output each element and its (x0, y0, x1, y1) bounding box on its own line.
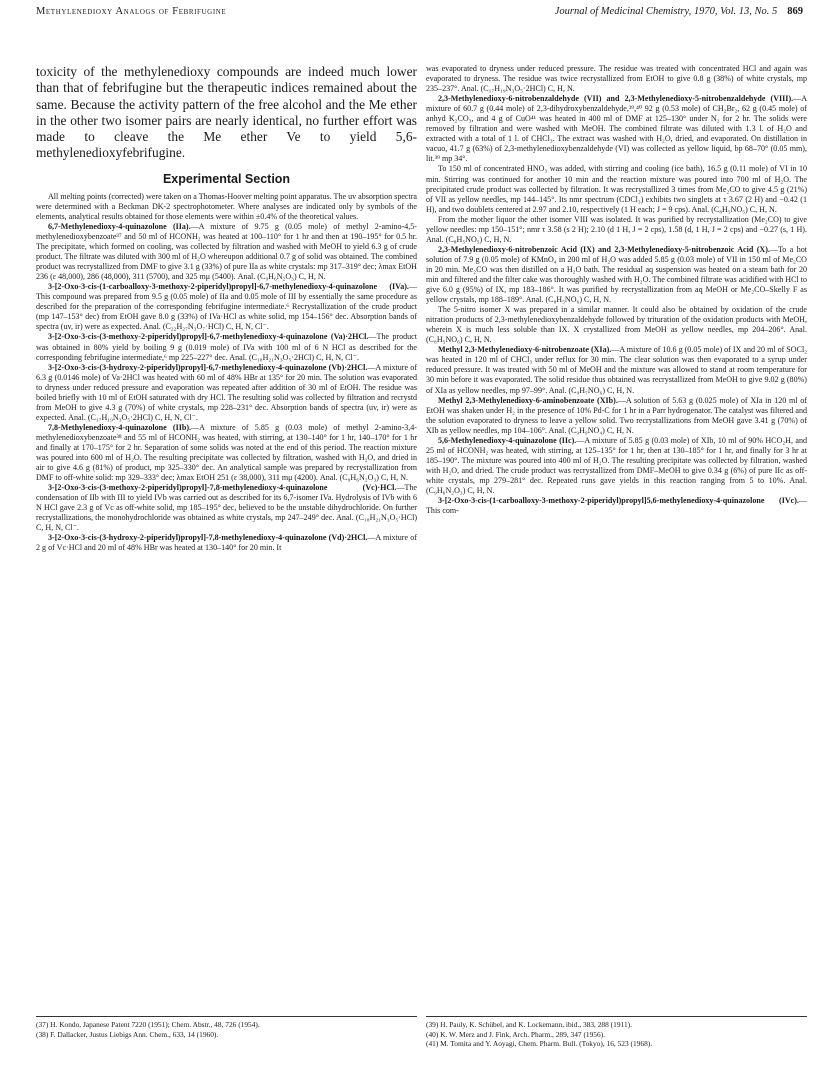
compound-heading: Methyl 2,3-Methylenedioxy-6-nitrobenzoate (XIa). (438, 345, 612, 355)
paragraph: 3-[2-Oxo-3-cis-(3-methoxy-2-piperidyl)propyl]-6,7-methylenedioxy-4-quinazolone (Va)·2HCl.—The product was obtained in 80% yield by boiling 9 g (0.019 mole) of IVa with 100 ml of 6 N HCl as described for the corresponding febrifugine intermediate,⁶ mp 225–227° dec. Anal. (C₁₈H₂₁N₃O₅·2HCl) C, H, N, Cl⁻. (36, 332, 417, 362)
footnote-rule (426, 1016, 807, 1017)
compound-heading: 2,3-Methylenedioxy-6-nitrobenzoic Acid (IX) and 2,3-Methylenedioxy-5-nitrobenzoic Acid (X). (438, 244, 770, 254)
paragraph: Methyl 2,3-Methylenedioxy-6-nitrobenzoate (XIa).—A mixture of 10.6 g (0.05 mole) of IX and 20 ml of SOCl₂ was heated in 120 ml of CHCl₃ under reflux for 30 min. The clear solution was then evaporated to a syrup under reduced pressure. It was treated with 50 ml of MeOH and the mixture was allowed to stand at room temperature for 30 min before it was evaporated. The solid residue thus obtained was recrystallized from MeOH to give 9.02 g (80%) of XIa as yellow needles, mp 97–99°. Anal. (C₉H₇NO₆) C, H, N. (426, 345, 807, 395)
compound-heading: 7,8-Methylenedioxy-4-quinazolone (IIb). (48, 422, 192, 432)
paragraph: To 150 ml of concentrated HNO₃ was added, with stirring and cooling (ice bath), 16.5 g (0.11 mole) of VI in 10 min. Stirring was continued for another 10 min and the reaction mixture was poured into 700 ml of H₂O. The precipitated crude product was collected by filtration. It was recrystallized 3 times from Me₂CO to give 4.5 g (21%) of VII as yellow needles, mp 144–145°. Its nmr spectrum (CDCl₃) exhibits two singlets at τ 3.67 (2 H) and −0.42 (1 H), and two doublets centered at 2.97 and 2.10, respectively (1 H each; J = 9 cps). Anal. (C₈H₅NO₅) C, H, N. (426, 164, 807, 214)
paragraph: 7,8-Methylenedioxy-4-quinazolone (IIb).—A mixture of 5.85 g (0.03 mole) of methyl 2-amino-3,4-methylenedioxybenzoate³⁸ and 55 ml of HCONH₂ was heated, with stirring, at 130–140° for 1 hr, 140–170° for 1 hr and finally at 170–175° for 2 hr. Separation of some solids was noted at the end of this period. The reaction mixture was poured into 600 ml of H₂O. The resulting precipitate was collected by filtration, washed with H₂O, and dried in air to give 4.6 g (81%) of product, mp 325–330° dec. An analytical sample was prepared by recrystallization from DMF to off-white solid: mp 329–333° dec; λmax EtOH 251 (ε 38,000), 311 mμ (4200). Anal. (C₉H₆N₂O₃) C, H, N. (36, 422, 417, 483)
journal-citation: Journal of Medicinal Chemistry, 1970, Vol. 13, No. 5 869 (554, 6, 803, 17)
left-column (36, 64, 417, 1042)
compound-heading: 3-[2-Oxo-3-cis-(3-hydroxy-2-piperidyl)propyl]-7,8-methylenedioxy-4-quinazolone (Vd)·2HCl. (48, 533, 368, 543)
running-header (36, 6, 803, 24)
paragraph: 3-[2-Oxo-3-cis-(3-hydroxy-2-piperidyl)propyl]-6,7-methylenedioxy-4-quinazolone (Vb)·2HCl.—A mixture of 6.3 g (0.0146 mole) of Va·2HCl was heated with 60 ml of 48% HBr at 135° for 20 min. The solution was evaporated to dryness under reduced pressure and evaporation was repeated after addition of 30 ml of EtOH. The residue was boiled briefly with 10 ml of EtOH saturated with dry HCl. The resulting solid was collected by filtration and recrystd from MeOH to give 4.3 g (70%) of white crystals, mp 228–231° dec. Absorption bands of spectra (uv, ir) were as expected. Anal. (C₁₇H₁₉N₃O₅·2HCl) C, H, N, Cl⁻. (36, 362, 418, 422)
page-number: 869 (787, 6, 803, 17)
compound-heading: 3-[2-Oxo-3-cis-(3-methoxy-2-piperidyl)propyl]-7,8-methylenedioxy-4-quinazolone (Vc)·HCl. (48, 483, 397, 493)
footnote: (41) M. Tomita and Y. Aoyagi, Chem. Pharm. Bull. (Tokyo), 16, 523 (1968). (426, 1039, 653, 1049)
paragraph: 2,3-Methylenedioxy-6-nitrobenzoic Acid (IX) and 2,3-Methylenedioxy-5-nitrobenzoic Acid (X).—To a hot solution of 7.9 g (0.05 mole) of KMnO₄ in 200 ml of H₂O was added 5.85 g (0.03 mole) of VII in 150 ml of Me₂CO in 20 min. Me₂CO was then distilled on a H₂O bath. The residual aq suspension was heated on a steam bath for 20 min and filtered and the filter cake was thoroughly washed with H₂O. The combined filtrate was acidified with HCl to give 6.0 g (95%) of IX, mp 183–186°. It was purified by recrystallization from aq MeOH or Me₂CO–Skelly F as yellow crystals, mp 188–189°. Anal. (C₈H₅NO₆) C, H, N. (426, 244, 807, 305)
compound-heading: 3-[2-Oxo-3-cis-(3-hydroxy-2-piperidyl)propyl]-6,7-methylenedioxy-4-quinazolone (Vb)·2HCl. (48, 362, 368, 372)
paragraph: All melting points (corrected) were taken on a Thomas-Hoover melting point apparatus. The uv absorption spectra were determined with a Beckman DK-2 spectrophotometer. Where analyses are indicated only by symbols of the elements, analytical results obtained for those elements were within ±0.4% of the theoretical values. (36, 191, 417, 221)
paragraph: 3-[2-Oxo-3-cis-(3-methoxy-2-piperidyl)propyl]-7,8-methylenedioxy-4-quinazolone (Vc)·HCl.—The condensation of IIb with III to yield IVb was carried out as described for its 6,7-isomer IVa. Hydrolysis of IVb with 6 N HCl gave 2.3 g of Vc as off-white solid, mp 185–195° dec, believed to be the unstable dihydrochloride. On further recrystallizations, the monohydrochloride was obtained as white crystals, mp 247–249° dec. Anal. (C₁₈H₂₁N₃O₅·HCl) C, H, N, Cl⁻. (36, 483, 417, 533)
compound-heading: 2,3-Methylenedioxy-6-nitrobenzaldehyde (VII) and 2,3-Methylenedioxy-5-nitrobenzaldehyde (VIII). (438, 94, 794, 104)
compound-heading: 3-[2-Oxo-3-cis-(1-carboalloxy-3-methoxy-2-piperidyl)propyl]5,6-methylenedioxy-4-quinazolone (IVc). (438, 496, 799, 506)
footnote-rule (36, 1016, 417, 1017)
footnotes-left (36, 1016, 417, 1039)
compound-heading: 5,6-Methylenedioxy-4-quinazolone (IIc). (438, 435, 577, 445)
paragraph: 3-[2-Oxo-3-cis-(3-hydroxy-2-piperidyl)propyl]-7,8-methylenedioxy-4-quinazolone (Vd)·2HCl.—A mixture of 2 g of Vc·HCl and 20 ml of 48% HBr was heated at 130–140° for 20 min. It (36, 533, 418, 553)
footnote: (37) H. Kondo, Japanese Patent 7220 (1951); Chem. Abstr., 48, 726 (1954). (36, 1020, 260, 1029)
footnote: (40) K. W. Merz and J. Fink, Arch. Pharm., 289, 347 (1956). (426, 1029, 605, 1039)
lead-paragraph: toxicity of the methylenedioxy compounds are indeed much lower than that of febrifugine but the therapeutic indices remained about the same. Because the activity pattern of the free alcohol and the Me ether in the other two isomer pairs are nearly identical, no further effort was made to cleave the Me ether Ve to yield 5,6-methylenedioxyfebrifugine. (36, 64, 417, 161)
compound-heading: 3-[2-Oxo-3-cis-(3-methoxy-2-piperidyl)propyl]-6,7-methylenedioxy-4-quinazolone (Va)·2HCl. (48, 332, 369, 342)
compound-heading: Methyl 2,3-Methylenedioxy-6-aminobenzoate (XIb). (438, 395, 618, 405)
paragraph: 2,3-Methylenedioxy-6-nitrobenzaldehyde (VII) and 2,3-Methylenedioxy-5-nitrobenzaldehyde (VIII).—A mixture of 60.7 g (0.44 mole) of 2,3-dihydroxybenzaldehyde,³⁹,⁴⁰ 92 g (0.53 mole) of CH₂Br₂, 62 g (0.45 mole) of anhyd K₂CO₃, and 4 g of CuO⁴¹ was heated in 400 ml of DMF at 125–130° under N₂ for 2 hr. The solids were removed by filtration and were washed with MeOH. The combined filtrate was diluted with 1.3 l. of H₂O and extracted with a total of 1 l. of CHCl₃. The extract was washed with H₂O, dried, and evaporated. On distillation in vacuo, 41.7 g (63%) of 2,3-methylenedioxybenzaldehyde (VI) was collected as yellow liquid, bp 68–70° (0.05 mm), lit.³⁹ mp 34°. (426, 94, 807, 164)
paragraph: From the mother liquor the other isomer VIII was isolated. It was purified by recrystallization (Me₂CO) to give yellow needles: mp 150–151°; nmr τ 3.58 (s 2 H); 2.10 (d 1 H, J = 2 cps), 1.58 (d, 1 H, J = 2 cps) and −0.27 (s, 1 H). Anal. (C₈H₅NO₅) C, H, N. (426, 214, 807, 244)
footnotes-right (426, 1016, 807, 1049)
paragraph: Methyl 2,3-Methylenedioxy-6-aminobenzoate (XIb).—A solution of 5.63 g (0.025 mole) of XIa in 120 ml of EtOH was shaken under H₂ in the presence of 10% Pd-C for 1 hr in a Parr hydrogenator. The catalyst was filtered and the solution evaporated to dryness to leave a yellow solid. Two recrystallizations from MeOH gave 3.41 g (70%) of XIb as yellow needles, mp 104–106°. Anal. (C₉H₉NO₄) C, H, N. (426, 395, 807, 435)
section-heading: Experimental Section (162, 171, 291, 186)
footnote: (38) F. Dallacker, Justus Liebigs Ann. Chem., 633, 14 (1960). (36, 1029, 219, 1039)
compound-heading: 3-[2-Oxo-3-cis-(1-carboalloxy-3-methoxy-2-piperidyl)propyl]-6,7-methylenedioxy-4-quinazolone (IVa). (48, 282, 409, 292)
paragraph: The 5-nitro isomer X was prepared in a similar manner. It could also be obtained by oxidation of the crude nitration products of 2,3-methylenedioxybenzaldehyde followed by trituration of the oxidation products with MeOH, wherein X is much less soluble than IX. X crystallized from MeOH as yellow needles, mp 204–206°. Anal. (C₈H₅NO₆) C, H, N. (426, 305, 807, 345)
paragraph: 3-[2-Oxo-3-cis-(1-carboalloxy-3-methoxy-2-piperidyl)propyl]-6,7-methylenedioxy-4-quinazolone (IVa).—This compound was prepared from 9.5 g (0.05 mole) of IIa and 0.05 mole of III by essentially the same procedure as described for the preparation of the corresponding febrifugine intermediate.⁶ Recrystallization of the crude product (mp 147–153° dec) from EtOH gave 8.0 g (33%) of IVa·HCl as white solid, mp 154–156° dec. Absorption bands of spectra (uv, ir) were as expected. Anal. (C₂₂H₂₇N₃O₇·HCl) C, H, N, Cl⁻. (36, 282, 417, 332)
paragraph: was evaporated to dryness under reduced pressure. The residue was treated with concentrated HCl and again was evaporated to dryness. The residue was twice recrystallized from EtOH to give 0.8 g (38%) of white crystals, mp 235–237°. Anal. (C₁₇H₁₉N₃O₅·2HCl) C, H, N. (426, 64, 807, 94)
right-column (426, 64, 807, 1042)
paragraph: 6,7-Methylenedioxy-4-quinazolone (IIa).—A mixture of 9.75 g (0.05 mole) of methyl 2-amino-4,5-methylenedioxybenzoate³⁷ and 50 ml of HCONH₂ was heated at 100–110° for 1 hr and then at 190–195° for 0.5 hr. The precipitate, which formed on cooling, was collected by filtration and washed with MeOH to yield 6.3 g of crude product. The filtrate was diluted with 300 ml of H₂O whereupon additional 0.7 g of solid was obtained. The combined product was recrystallized from DMF to give 3.1 g (33%) of pure IIa as white crystals: mp 317–319° dec; λmax EtOH 236 (ε 48,000), 286 (48,000), 311 (5700), and 325 mμ (5400). Anal. (C₉H₆N₂O₃) C, H, N. (36, 221, 417, 282)
paragraph: 3-[2-Oxo-3-cis-(1-carboalloxy-3-methoxy-2-piperidyl)propyl]5,6-methylenedioxy-4-quinazolone (IVc).—This com- (426, 496, 807, 516)
footnote: (39) H. Pauly, K. Schübel, and K. Lockemann, ibid., 383, 288 (1911). (426, 1020, 632, 1029)
running-title: Methylenedioxy Analogs of Febrifugine (36, 6, 227, 17)
compound-heading: 6,7-Methylenedioxy-4-quinazolone (IIa). (48, 221, 191, 231)
paragraph: 5,6-Methylenedioxy-4-quinazolone (IIc).—A mixture of 5.85 g (0.03 mole) of XIb, 10 ml of 90% HCO₂H, and 25 ml of HCONH₂ was heated, with stirring, at 125–135° for 1 hr, then at 130–185° for 1 hr, and finally for 3 hr at 185–190°. The mixture was poured into 400 ml of H₂O. The resulting precipitate was collected by filtration, washed with H₂O, and dried. The crude product was recrystallized from DMF–MeOH to give 0.34 g (6%) of pure IIc as off-white crystals, mp 279–281° dec. Repeated runs gave yields in this reaction ranging from 5 to 10%. Anal. (C₉H₆N₂O₃) C, H, N. (426, 435, 807, 495)
